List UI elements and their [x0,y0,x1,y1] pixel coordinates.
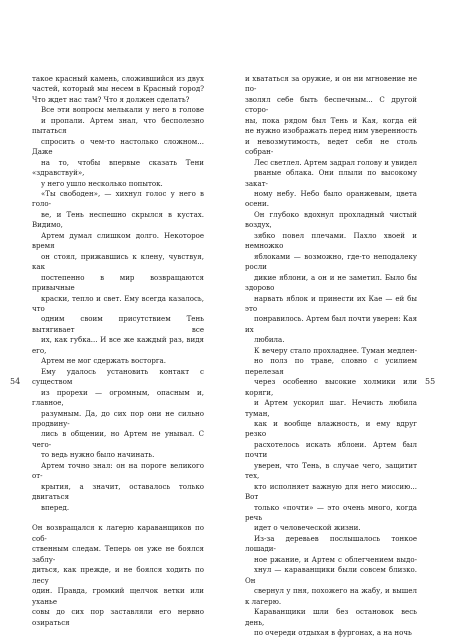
paragraph [245,346,417,534]
text-line: на то, чтобы впервые сказать Тени «здравствуй», [32,157,204,178]
text-line: как и вообще влажность, и ему вдруг резко [245,418,417,439]
text-line: ное ржание, и Артем с облегчением выдо- [254,554,417,564]
text-line: ственным следам. Теперь он уже не боялся заблу- [32,544,204,564]
text-line: зволял себе быть беспечным... С другой сторо- [245,94,417,115]
text-line: ны, пока рядом был Тень и Кая, когда ей [245,115,417,125]
text-line: у него ушло несколько попыток. [41,178,163,188]
text-line: и пропали. Артем знал, что бесполезно пытаться [32,115,204,136]
text-line: один. Правда, громкий щелчок ветки или уханье [32,586,204,606]
text-line: свернул у пня, похожего на жабу, и вышел к лагерю. [245,586,417,606]
text-line: рваные облака. Они плыли по высокому закат- [245,168,417,188]
right-page [225,0,450,638]
right-page-text-column [245,74,417,638]
left-page-number: 54 [10,377,21,386]
text-line: Караванщики шли без остановок весь день, [245,607,417,627]
text-line: диться, как прежде, и не боялся ходить по лесу [32,565,204,585]
text-line: постепенно в мир возвращаются привычные [32,272,204,293]
text-line: но полз по траве, словно с усилием перелезая [245,356,417,376]
text-line: К вечеру стало прохладнее. Туман медлен- [254,345,417,355]
paragraph [245,74,417,158]
text-line: частей, который мы несем в Красный город? [32,84,204,94]
paragraph [32,105,204,189]
text-line: Из-за деревьев послышалось тонкое лошади- [245,533,417,554]
text-line: ному небу. Небо было оранжевым, цвета осени. [245,188,417,209]
text-line: расхотелось искать яблони. Артем был почти [245,439,417,460]
text-line: дикие яблони, а он и не заметил. Было бы здорово [245,272,417,293]
text-line: лись в общении, но Артем не унывал. С чего- [32,429,204,449]
text-line: кто исполняет важную для него миссию... Вот [245,481,417,502]
text-line: «Ты свободен», — хихнул голос у него в голо- [32,188,204,209]
text-line: Он глубоко вдохнул прохладный чистый воздух, [245,209,417,230]
text-line: вперед. [41,502,70,512]
paragraph [245,158,417,346]
text-line: разумным. Да, до сих пор они не сильно продвину- [32,408,204,428]
left-page [0,0,225,627]
text-line: то ведь нужно было начинать. [41,450,155,460]
text-line: их, как губка... И все же каждый раз, видя его, [32,335,204,355]
text-line: Артем точно знал: он на пороге великого от- [32,460,204,481]
text-line: совы до сих пор заставляли его нервно озираться [32,607,204,627]
text-line: хнул — караванщики были совсем близко. Он [245,565,417,585]
text-line: и Артем ускорил шаг. Нечисть любила туман, [245,398,417,418]
text-line: только «почти» — это очень много, когда речь [245,502,417,523]
paragraph [32,74,204,105]
paragraph [32,461,204,513]
text-line: Что ждет нас там? Что я должен сделать? [32,94,190,104]
text-line: Артем думал слишком долго. Некоторое время [32,230,204,251]
paragraph [32,523,204,628]
text-line: нарвать яблок и принести их Кае — ей бы это [245,293,417,313]
text-line: такое красный камень, сложившийся из двух [32,74,204,83]
text-line: спросить о чем-то настолько сложном... Даже [32,136,204,157]
text-line: идет о человеческой жизни. [254,523,361,533]
text-line: крытия, а значит, оставалось только двигаться [32,481,204,502]
right-page-number: 55 [425,377,436,386]
text-line: и хвататься за оружие, и он ни мгновение не по- [245,74,417,94]
text-line: ве, и Тень неспешно скрылся в кустах. Видимо, [32,209,204,230]
text-line: яблоками — возможно, где-то неподалеку росли [245,251,417,272]
paragraph [32,189,204,367]
text-line: не нужно изображать перед ним уверенность [245,126,417,136]
text-line: одним своим присутствием Тень вытягивает все [32,314,204,334]
text-line: зябко повел плечами. Пахло хвоей и немножко [245,230,417,251]
paragraph [32,367,204,461]
text-line: Он возвращался к лагерю караванщиков по соб- [32,523,204,543]
text-line: из прорехи — огромным, опасным и, главное, [32,387,204,408]
paragraph [245,534,417,607]
text-line: он стоял, прижавшись к клену, чувствуя, как [32,251,204,272]
text-line: Все эти вопросы мелькали у него в голове [41,105,204,115]
text-line: и невозмутимость, ведет себя не столь собран- [245,136,417,157]
text-line: понравилось. Артем был почти уверен: Кая их [245,314,418,334]
text-line: краски, тепло и свет. Ему всегда казалось, что [32,293,204,313]
text-line: по очереди отдыхая в фургонах, а на ночь [254,628,412,638]
text-line: уверен, что Тень, в случае чего, защитит тех, [245,460,417,481]
paragraph [245,607,417,638]
text-line: Ему удалось установить контакт с существом [32,366,204,387]
text-line: Артем не мог сдержать восторга. [41,356,166,366]
left-page-text-column [32,74,204,628]
text-line: через особенно высокие холмики или коряги, [245,377,417,397]
text-line: любила. [254,335,285,345]
text-line: Лес светлел. Артем задрал голову и увидел [254,157,418,167]
